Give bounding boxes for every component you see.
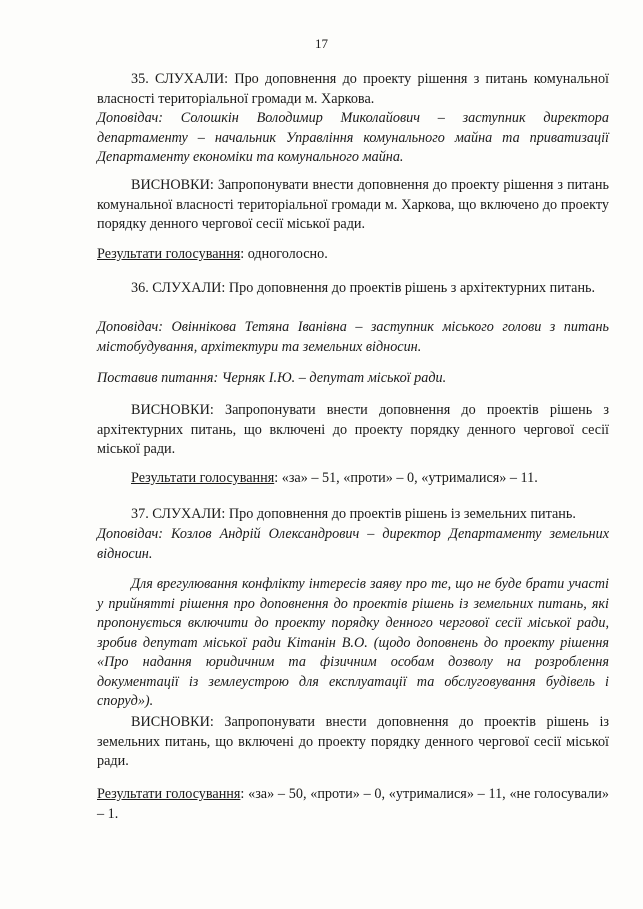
item-35-speaker: Доповідач: Солошкін Володимир Миколайович – заступник директора департаменту – начальник Управління комунального майна та приватизації Департаменту економіки та комунального майна. <box>97 110 609 165</box>
vote-label: Результати голосування <box>97 246 241 262</box>
page-number: 17 <box>315 36 328 51</box>
item-36-heard: 36. СЛУХАЛИ: Про доповнення до проектів рішень з архітектурних питань. <box>131 280 596 296</box>
item-37-conclusion: ВИСНОВКИ: Запропонувати внести доповнення до проектів рішень із земельних питань, що включені до проекту порядку денного чергової сесії міської ради. <box>97 714 609 769</box>
item-37-heard: 37. СЛУХАЛИ: Про доповнення до проектів рішень із земельних питань. <box>131 506 576 522</box>
item-36-speaker: Доповідач: Овіннікова Тетяна Іванівна – заступник міського голови з питань містобудування, архітектури та земельних відносин. <box>97 319 609 355</box>
item-36-raised: Поставив питання: Черняк І.Ю. – депутат міської ради. <box>97 370 447 386</box>
item-36-vote <box>97 469 609 489</box>
item-35-vote <box>97 245 609 265</box>
item-36-conclusion: ВИСНОВКИ: Запропонувати внести доповнення до проектів рішень з архітектурних питань, що включені до проекту порядку денного чергової сесії міської ради. <box>97 402 609 457</box>
item-35-conclusion: ВИСНОВКИ: Запропонувати внести доповнення до проекту рішення з питань комунальної власності територіальної громади м. Харкова, що включено до проекту порядку денного чергової сесії міської ради. <box>97 177 609 232</box>
item-37-speaker: Доповідач: Козлов Андрій Олександрович – директор Департаменту земельних відносин. <box>97 526 609 562</box>
item-37-note: Для врегулювання конфлікту інтересів заяву про те, що не буде брати участі у прийнятті рішення про доповнення до проектів рішень із земельних питань, які пропонується включити до проекту порядку денного чергової сесії міської ради, зробив депутат міської ради Кітанін В.О. (щодо доповнень до проекту рішення «Про надання юридичним та фізичним особам дозволу на розроблення документації із землеустрою для експлуатації та обслуговування будівель і споруд»). <box>97 576 609 709</box>
vote-result: : «за» – 51, «проти» – 0, «утрималися» – 11. <box>274 470 538 486</box>
vote-label: Результати голосування <box>97 786 241 802</box>
item-37-vote <box>97 785 609 824</box>
vote-result: : одноголосно. <box>240 246 328 262</box>
item-35-heard: 35. СЛУХАЛИ: Про доповнення до проекту рішення з питань комунальної власності територіальної громади м. Харкова. <box>97 71 609 107</box>
vote-result: : «за» – 50, «проти» – 0, «утрималися» – 11, «не голосували» – 1. <box>97 786 609 822</box>
vote-label: Результати голосування <box>131 470 275 486</box>
